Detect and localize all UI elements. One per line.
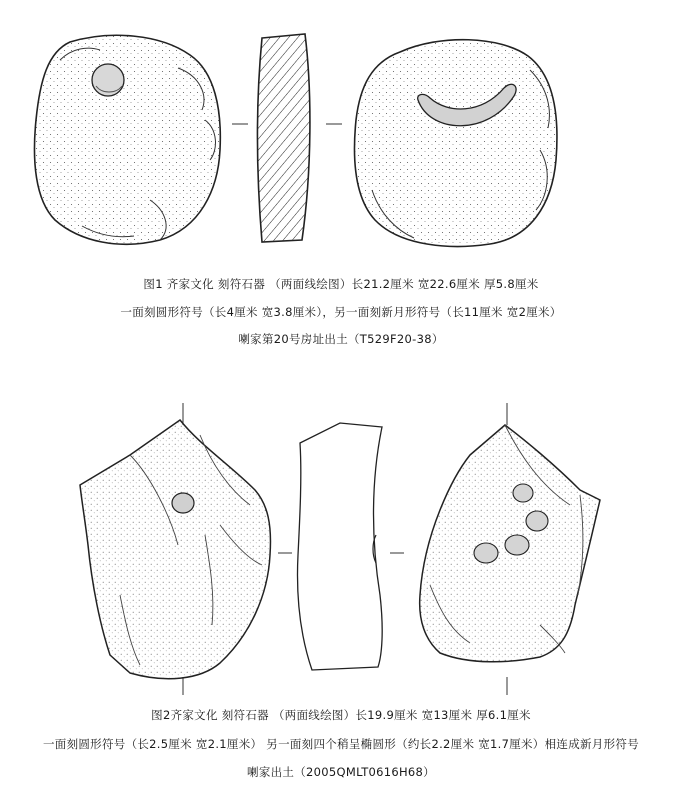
figure-1-caption-line-2: 一面刻圆形符号（长4厘米 宽3.8厘米），另一面刻新月形符号（长11厘米 宽2厘米） <box>120 305 562 319</box>
stone-face-left <box>80 420 270 679</box>
figure-1-drawing <box>0 0 682 270</box>
figure-2 <box>0 395 682 797</box>
figure-2-caption-line-2: 一面刻圆形符号（长2.5厘米 宽2.1厘米） 另一面刻四个稍呈椭圆形（约长2.2厘米 宽1.7厘米）相连成新月形符号 <box>42 737 640 751</box>
stone-face-left <box>34 35 220 244</box>
stone-face-right <box>354 40 557 247</box>
figure-1-caption-line-3: 喇家第20号房址出土（T529F20-38） <box>238 332 444 346</box>
figure-1-caption-line-1: 图1 齐家文化 刻符石器 （两面线绘图）长21.2厘米 宽22.6厘米 厚5.8厘米 <box>143 277 539 291</box>
stone-cross-section <box>258 34 310 242</box>
figure-2-caption-line-3: 喇家出土（2005QMLT0616H68） <box>247 765 435 779</box>
round-symbol <box>172 493 194 513</box>
round-symbol <box>92 64 124 96</box>
figure-2-drawing <box>0 395 682 697</box>
figure-2-caption-line-1: 图2齐家文化 刻符石器 （两面线绘图）长19.9厘米 宽13厘米 厚6.1厘米 <box>151 708 531 722</box>
stone-face-right <box>420 425 600 662</box>
stone-cross-section <box>298 423 383 670</box>
figure-1 <box>0 0 682 360</box>
